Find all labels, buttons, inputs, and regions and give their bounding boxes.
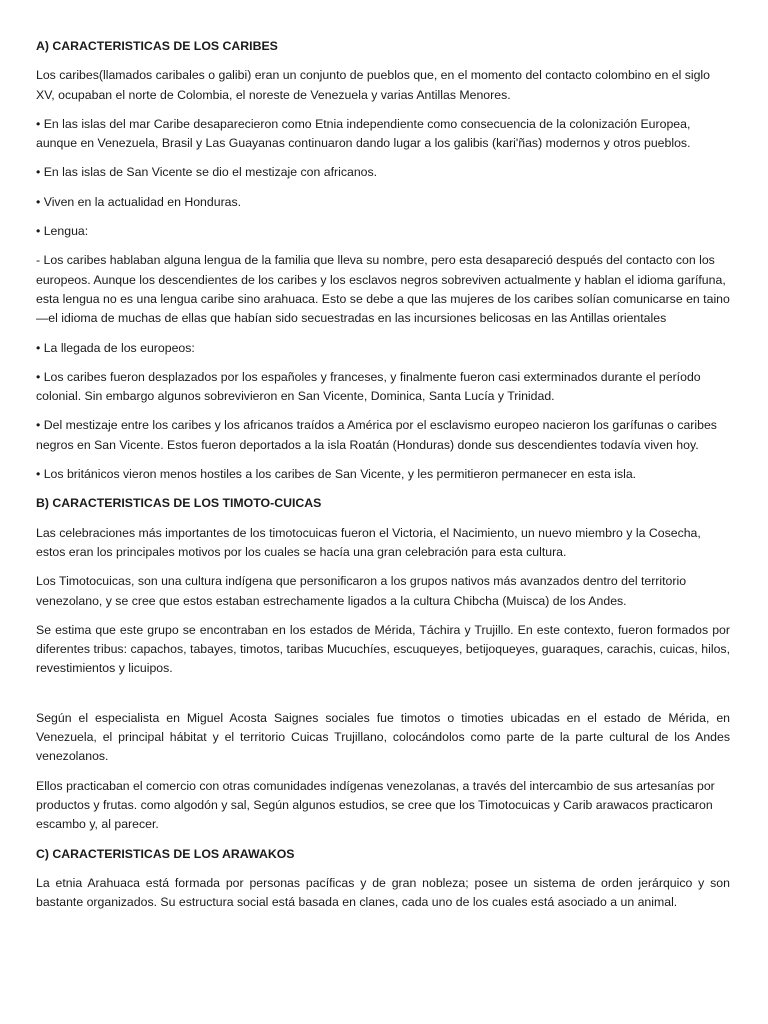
section-a-bullet-llegada: • La llegada de los europeos: (36, 340, 195, 355)
section-a-bullet-colonization: • En las islas del mar Caribe desaparecieron como Etnia independiente como consecuencia de la colonización Europea, aunque en Venezuela, Brasil y Las Guayanas continuaron dando lugar a los galibis (kari'ñas) modernos y otros pueblos. (36, 116, 691, 151)
section-b-comercio-paragraph: Ellos practicaban el comercio con otras comunidades indígenas venezolanas, a través del intercambio de sus artesanías por productos y frutas. como algodón y sal, Según algunos estudios, se cree que los Timotocuicas y Carib arawacos practicaron escambo y, al parecer. (36, 778, 715, 832)
section-c-heading: C) CARACTERISTICAS DE LOS ARAWAKOS (36, 846, 295, 861)
section-a-lengua-paragraph: - Los caribes hablaban alguna lengua de la familia que lleva su nombre, pero esta desapareció después del contacto con los europeos. Aunque los descendientes de los caribes y los esclavos negros sobreviven actualmente y hablan el idioma garífuna, esta lengua no es una lengua caribe sino arahuaca. Esto se debe a que las mujeres de los caribes solían comunicarse en taino —el idioma de muchas de ellas que habían sido secuestradas en las incursiones belicosas en las Antillas orientales (36, 253, 730, 326)
section-b-tribus-paragraph: Se estima que este grupo se encontraban en los estados de Mérida, Táchira y Trujillo. En este contexto, fueron formados por diferentes tribus: capachos, tabayes, timotos, taribas Mucuchíes, escuqueyes, betijoqueyes, guaraques, carachis, cuicas, hilos, revestimientos y licuipos. (36, 622, 730, 676)
section-a-bullet-honduras: • Viven en la actualidad en Honduras. (36, 194, 242, 209)
paragraph-gap (36, 689, 730, 709)
section-a-heading: A) CARACTERISTICAS DE LOS CARIBES (36, 39, 278, 53)
section-a-bullet-desplazados: • Los caribes fueron desplazados por los españoles y franceses, y finalmente fueron casi exterminados durante el período colonial. Sin embargo algunos sobrevivieron en San Vicente, Dominica, Santa Lucía y Trinidad. (36, 369, 701, 404)
section-b-celebraciones-paragraph: Las celebraciones más importantes de los timotocuicas fueron el Victoria, el Nacimiento, un nuevo miembro y la Cosecha, estos eran los principales motivos por los cuales se hacía una gran celebración para esta cultura. (36, 525, 701, 559)
section-b-habitat-paragraph: Según el especialista en Miguel Acosta Saignes sociales fue timotos o timoties ubicadas en el estado de Mérida, en Venezuela, el principal hábitat y el territorio Cuicas Trujillano, colocándolos como parte de la parte cultural de los Andes venezolanos. (36, 710, 730, 764)
section-b-cultura-paragraph: Los Timotocuicas, son una cultura indígena que personificaron a los grupos nativos más avanzados dentro del territorio venezolano, y se cree que estos estaban estrechamente ligados a la cultura Chibcha (Muisca) de los Andes. (36, 574, 687, 608)
section-a-bullet-britanicos: • Los británicos vieron menos hostiles a los caribes de San Vicente, y les permitieron permanecer en esta isla. (36, 467, 637, 482)
section-a-bullet-lengua: • Lengua: (36, 224, 89, 239)
section-c-etnia-paragraph: La etnia Arahuaca está formada por personas pacíficas y de gran nobleza; posee un sistema de orden jerárquico y son bastante organizados. Su estructura social está basada en clanes, cada uno de los cuales está asociado a un animal. (36, 875, 730, 910)
section-a-bullet-garifunas: • Del mestizaje entre los caribes y los africanos traídos a América por el esclavismo europeo nacieron los garífunas o caribes negros en San Vicente. Estos fueron deportados a la isla Roatán (Honduras) donde sus descendientes todavía viven hoy. (36, 418, 717, 452)
section-a-intro-paragraph: Los caribes(llamados caribales o galibi) eran un conjunto de pueblos que, en el momento del contacto colombino en el siglo XV, ocupaban el norte de Colombia, el noreste de Venezuela y varias Antillas Menores. (36, 68, 711, 102)
section-a-bullet-mestizaje: • En las islas de San Vicente se dio el mestizaje con africanos. (36, 165, 378, 180)
section-b-heading: B) CARACTERISTICAS DE LOS TIMOTO-CUICAS (36, 496, 322, 511)
